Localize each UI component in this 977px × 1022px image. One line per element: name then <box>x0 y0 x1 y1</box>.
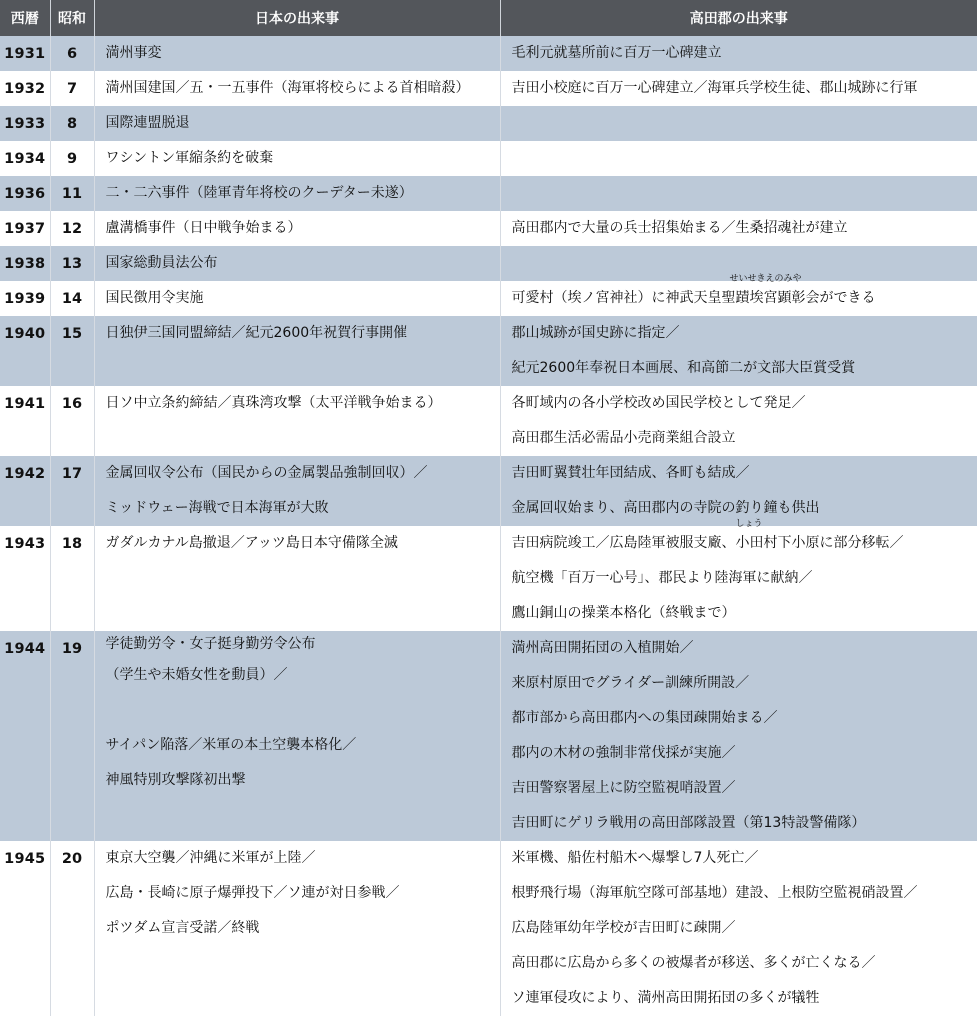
table-row <box>0 176 977 211</box>
japan-event-line: 東京大空襲／沖縄に米軍が上陸／ <box>105 850 316 866</box>
takata-event-line: 鷹山銅山の操業本格化（終戦まで） <box>511 605 736 621</box>
takata-event-text: 吉田病院竣工／広島陸軍被服支廠、小田村下小原に部分移転／ <box>511 535 904 551</box>
showa-cell: 14 <box>50 281 94 316</box>
japan-events-cell <box>94 71 500 106</box>
takata-event-line: 高田郡生活必需品小売商業組合設立 <box>511 430 736 446</box>
table-row <box>0 316 977 386</box>
takata-event-line <box>511 274 977 316</box>
takata-event-line <box>512 106 977 141</box>
japan-event-line: ワシントン軍縮条約を破棄 <box>105 150 274 166</box>
takata-event-text: 可愛村（埃ノ宮神社）に神武天皇聖蹟埃宮顕彰会ができる <box>511 290 876 306</box>
takata-event-line: 吉田小校庭に百万一心碑建立／海軍兵学校生徒、郡山城跡に行軍 <box>511 80 918 96</box>
table-row <box>0 211 977 246</box>
takata-event-line <box>511 519 977 561</box>
japan-event-line: 国民徴用令実施 <box>105 290 204 306</box>
takata-event-line: 来原村原田でグライダー訓練所開設／ <box>511 675 750 691</box>
showa-cell: 19 <box>50 631 94 841</box>
timeline-body <box>0 36 977 1016</box>
japan-events-cell <box>94 211 500 246</box>
takata-events-cell <box>500 841 977 1016</box>
year-cell: 1940 <box>0 316 50 386</box>
japan-events-cell <box>94 281 500 316</box>
year-cell: 1938 <box>0 246 50 281</box>
takata-events-cell <box>500 106 977 141</box>
year-cell: 1942 <box>0 456 50 526</box>
takata-events-cell <box>500 141 977 176</box>
japan-event-line: （学生や未婚女性を動員）／ <box>105 667 288 683</box>
showa-cell: 11 <box>50 176 94 211</box>
japan-event-line: ポツダム宣言受諾／終戦 <box>105 920 260 936</box>
japan-event-line: ガダルカナル島撤退／アッツ島日本守備隊全滅 <box>105 535 398 551</box>
showa-cell: 6 <box>50 36 94 71</box>
takata-event-line: 高田郡内で大量の兵士招集始まる／生桑招魂社が建立 <box>511 220 848 236</box>
header-year: 西暦 <box>0 0 50 36</box>
year-cell: 1939 <box>0 281 50 316</box>
table-row <box>0 141 977 176</box>
japan-events-cell <box>94 526 500 631</box>
japan-events-cell <box>94 316 500 386</box>
takata-event-line: 郡内の木材の強制非常伐採が実施／ <box>511 745 736 761</box>
japan-event-line: 国家総動員法公布 <box>105 255 218 271</box>
takata-event-line: 各町域内の各小学校改め国民学校として発足／ <box>511 395 806 411</box>
takata-event-line: 広島陸軍幼年学校が吉田町に疎開／ <box>511 920 736 936</box>
table-row <box>0 526 977 631</box>
japan-event-line: ミッドウェー海戦で日本海軍が大敗 <box>105 500 329 516</box>
japan-events-cell <box>94 106 500 141</box>
japan-event-line: 日独伊三国同盟締結／紀元2600年祝賀行事開催 <box>105 325 408 341</box>
japan-events-cell <box>94 246 500 281</box>
showa-cell: 20 <box>50 841 94 1016</box>
showa-cell: 13 <box>50 246 94 281</box>
japan-event-line: 学徒勤労令・女子挺身勤労令公布 <box>105 636 316 652</box>
takata-event-line: 都市部から高田郡内への集団疎開始まる／ <box>511 710 778 726</box>
japan-events-cell <box>94 141 500 176</box>
table-row <box>0 71 977 106</box>
takata-events-cell <box>500 211 977 246</box>
takata-event-line: 吉田町にゲリラ戦用の高田部隊設置（第13特設警備隊） <box>511 815 866 831</box>
takata-event-line: 航空機「百万一心号」、郡民より陸海軍に献納／ <box>511 570 813 586</box>
japan-event-line: サイパン陥落／米軍の本土空襲本格化／ <box>105 737 357 753</box>
japan-events-cell <box>94 176 500 211</box>
japan-events-cell <box>94 631 500 841</box>
japan-events-cell <box>94 456 500 526</box>
year-cell: 1932 <box>0 71 50 106</box>
table-row <box>0 841 977 1016</box>
header-takata-events: 高田郡の出来事 <box>500 0 977 36</box>
header-japan-events: 日本の出来事 <box>94 0 500 36</box>
takata-event-line <box>512 141 977 176</box>
year-cell: 1944 <box>0 631 50 841</box>
takata-events-cell <box>500 71 977 106</box>
header-row <box>0 0 977 36</box>
takata-events-cell <box>500 316 977 386</box>
year-cell: 1933 <box>0 106 50 141</box>
takata-event-line: 米軍機、船佐村船木へ爆撃し7人死亡／ <box>511 850 759 866</box>
takata-event-line: 郡山城跡が国史跡に指定／ <box>511 325 680 341</box>
table-row <box>0 386 977 456</box>
showa-cell: 7 <box>50 71 94 106</box>
year-cell: 1936 <box>0 176 50 211</box>
takata-event-line: ソ連軍侵攻により、満州高田開拓団の多くが犠牲 <box>511 990 820 1006</box>
year-cell: 1943 <box>0 526 50 631</box>
takata-event-line: 毛利元就墓所前に百万一心碑建立 <box>511 45 722 61</box>
showa-cell: 18 <box>50 526 94 631</box>
japan-events-cell <box>94 36 500 71</box>
japan-event-line: 国際連盟脱退 <box>105 115 190 131</box>
takata-event-line: 金属回収始まり、高田郡内の寺院の釣り鐘も供出 <box>511 500 820 516</box>
showa-cell: 8 <box>50 106 94 141</box>
table-row <box>0 281 977 316</box>
japan-event-line: 満州事変 <box>105 45 162 61</box>
takata-event-line: 満州高田開拓団の入植開始／ <box>511 640 694 656</box>
takata-events-cell <box>500 386 977 456</box>
year-cell: 1941 <box>0 386 50 456</box>
takata-event-line: 吉田町翼賛壮年団結成、各町も結成／ <box>511 465 750 481</box>
takata-events-cell <box>500 176 977 211</box>
header-showa: 昭和 <box>50 0 94 36</box>
table-row <box>0 631 977 841</box>
year-cell: 1937 <box>0 211 50 246</box>
japan-event-line: 広島・長崎に原子爆弾投下／ソ連が対日参戦／ <box>105 885 400 901</box>
takata-events-cell <box>500 519 977 631</box>
table-row <box>0 456 977 526</box>
showa-cell: 17 <box>50 456 94 526</box>
table-row <box>0 36 977 71</box>
japan-events-cell <box>94 386 500 456</box>
japan-event-line: 金属回収令公布（国民からの金属製品強制回収）／ <box>105 465 428 481</box>
showa-cell: 16 <box>50 386 94 456</box>
japan-event-line: 盧溝橋事件（日中戦争始まる） <box>105 220 302 236</box>
table-row <box>0 246 977 281</box>
takata-events-cell <box>500 274 977 316</box>
japan-events-cell <box>94 841 500 1016</box>
japan-event-line: 満州国建国／五・一五事件（海軍将校らによる首相暗殺） <box>105 80 470 96</box>
japan-event-line <box>106 693 500 728</box>
takata-event-line: 根野飛行場（海軍航空隊可部基地）建設、上根防空監視硝設置／ <box>511 885 918 901</box>
takata-events-cell <box>500 456 977 526</box>
japan-event-line: 神風特別攻撃隊初出撃 <box>105 772 246 788</box>
takata-event-line: 吉田警察署屋上に防空監視哨設置／ <box>511 780 736 796</box>
takata-event-line: 高田郡に広島から多くの被爆者が移送、多くが亡くなる／ <box>511 955 876 971</box>
japan-event-line: 日ソ中立条約締結／真珠湾攻撃（太平洋戦争始まる） <box>105 395 442 411</box>
japan-event-line: 二・二六事件（陸軍青年将校のクーデター未遂） <box>105 185 413 201</box>
year-cell: 1934 <box>0 141 50 176</box>
takata-events-cell <box>500 631 977 841</box>
takata-event-line <box>512 176 977 211</box>
table-row <box>0 106 977 141</box>
year-cell: 1945 <box>0 841 50 1016</box>
takata-events-cell <box>500 36 977 71</box>
showa-cell: 12 <box>50 211 94 246</box>
furigana: しょう <box>735 519 763 529</box>
showa-cell: 15 <box>50 316 94 386</box>
showa-cell: 9 <box>50 141 94 176</box>
takata-event-line: 紀元2600年奉祝日本画展、和高節二が文部大臣賞受賞 <box>511 360 856 376</box>
year-cell: 1931 <box>0 36 50 71</box>
furigana: せいせきえのみや <box>729 274 802 284</box>
